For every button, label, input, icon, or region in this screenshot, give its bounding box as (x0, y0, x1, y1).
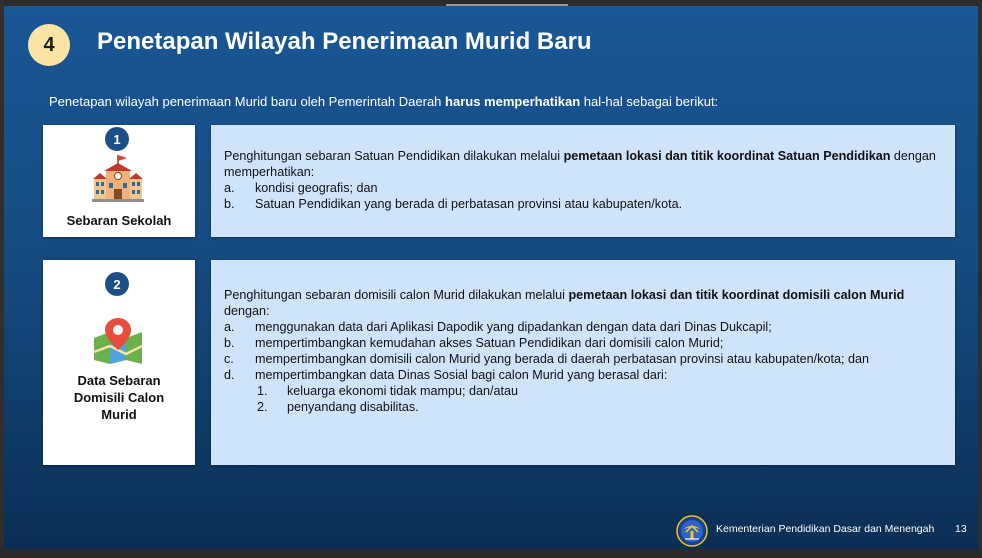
page-number: 13 (955, 523, 967, 535)
list-item: c. mempertimbangkan domisili calon Murid yang berada di daerah perbatasan provinsi atau kabupaten/kota; dan (224, 352, 869, 366)
intro-text: Penetapan wilayah penerimaan Murid baru oleh Pemerintah Daerah harus memperhatikan hal-hal sebagai berikut: (49, 94, 719, 109)
panel-paragraph: Penghitungan sebaran Satuan Pendidikan dilakukan melalui pemetaan lokasi dan titik koordinat Satuan Pendidikan dengan memperhatikan: (224, 149, 936, 179)
footer-organization: Kementerian Pendidikan Dasar dan Menengah (716, 523, 935, 535)
bottom-border (0, 549, 982, 558)
tut-wuri-handayani-logo (676, 515, 708, 547)
item-number-badge: 2 (105, 272, 129, 296)
card-label: Sebaran Sekolah (66, 213, 172, 228)
sublist-item: 1. keluarga ekonomi tidak mampu; dan/atau (257, 384, 519, 398)
list-item: a. menggunakan data dari Aplikasi Dapodik yang dipadankan dengan data dari Dinas Dukcapil; (224, 320, 772, 334)
category-card-student-domicile (43, 260, 195, 465)
panel-paragraph: Penghitungan sebaran domisili calon Murid dilakukan melalui pemetaan lokasi dan titik koordinat domisili calon Murid dengan: (224, 288, 905, 318)
list-item: b. Satuan Pendidikan yang berada di perbatasan provinsi atau kabupaten/kota. (224, 197, 683, 211)
map-pin-icon (92, 316, 144, 366)
sublist-item: 2. penyandang disabilitas. (257, 400, 419, 414)
item-number-badge: 1 (105, 127, 129, 151)
description-panel-school-distribution (211, 125, 955, 237)
list-item: a. kondisi geografis; dan (224, 181, 378, 195)
slide-number-badge: 4 (28, 24, 70, 66)
card-label: Data Sebaran Domisili Calon Murid (73, 373, 165, 422)
list-item: d. mempertimbangkan data Dinas Sosial bagi calon Murid yang berasal dari: (224, 368, 668, 382)
right-border (978, 0, 982, 558)
slide-title: Penetapan Wilayah Penerimaan Murid Baru (97, 28, 592, 55)
description-panel-student-domicile (211, 260, 955, 465)
list-item: b. mempertimbangkan kemudahan akses Satuan Pendidikan dari domisili calon Murid; (224, 336, 724, 350)
slide-canvas (4, 6, 978, 549)
school-building-icon (92, 153, 144, 205)
category-card-school-distribution (43, 125, 195, 237)
